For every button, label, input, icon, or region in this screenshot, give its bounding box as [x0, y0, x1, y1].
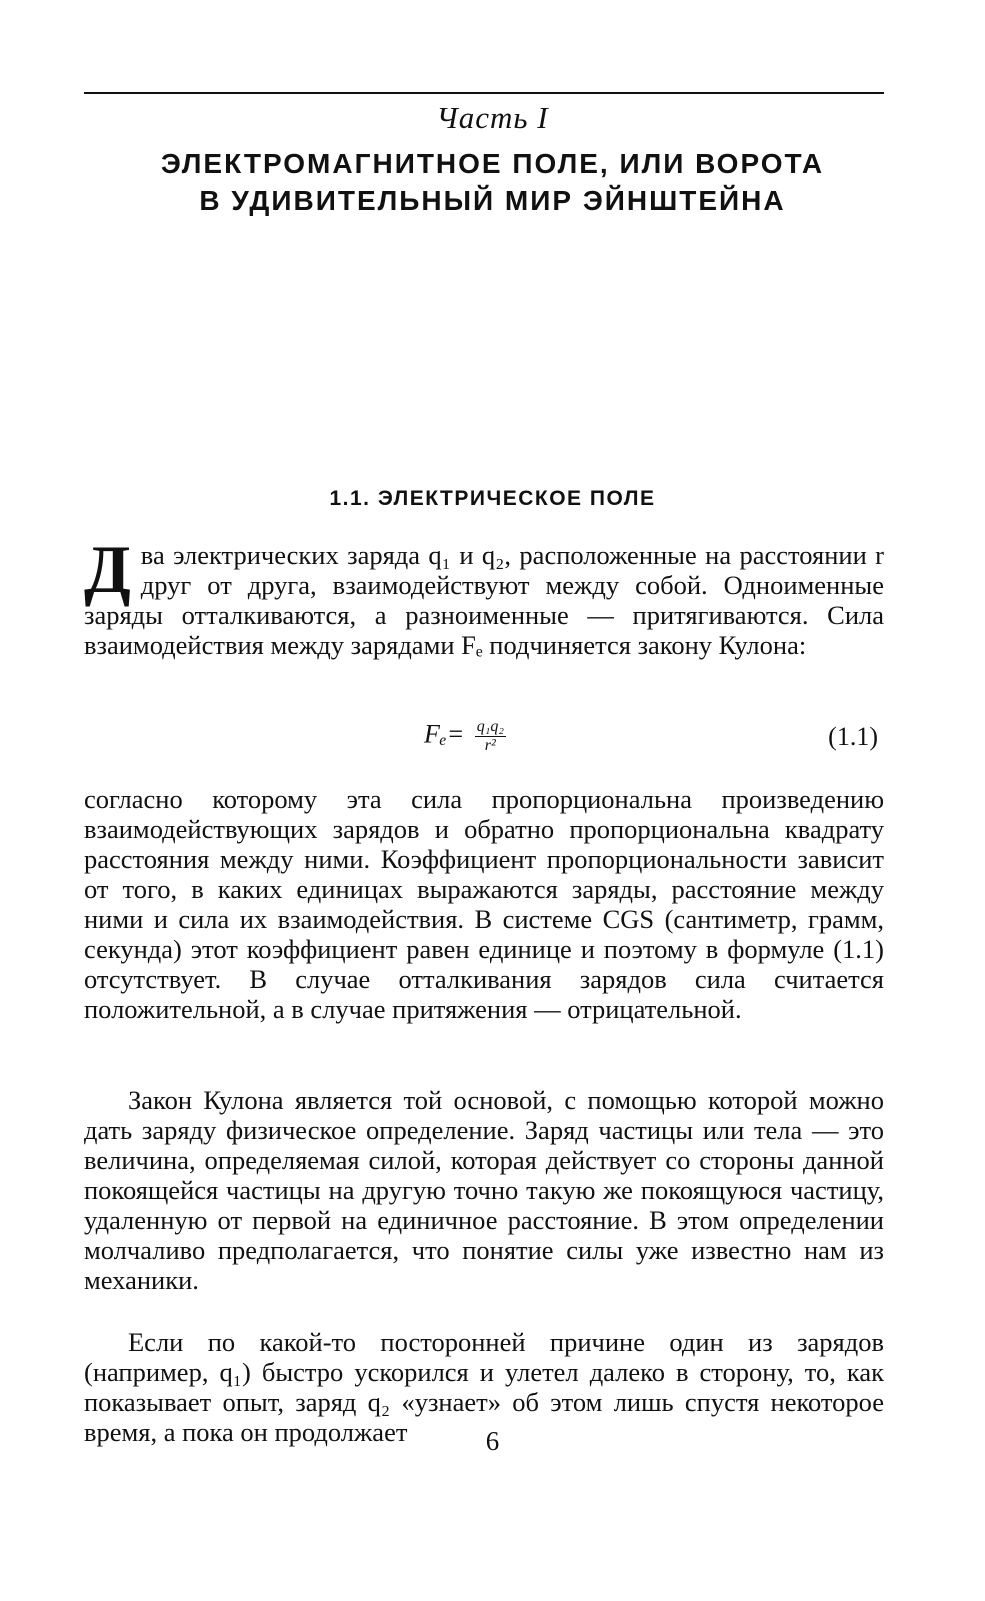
section-heading: 1.1. ЭЛЕКТРИЧЕСКОЕ ПОЛЕ [329, 487, 656, 510]
paragraph-2-text: согласно которому эта сила пропорциональна произведению взаимодействующих зарядов и обратно пропорциональна квадрату расстояния между ними. Коэффициент пропорциональности зависит от того, в каких единицах выражаются заряды, расстояние между ними и сила их взаимодействия. В системе CGS (сантиметр, грамм, секунда) этот коэффициент равен единице и поэтому в формуле (1.1) отсутствует. В случае отталкивания зарядов сила считается положительной, а в случае притяжения — отрицательной. [84, 784, 884, 1024]
formula-1-1 [84, 712, 884, 772]
chapter-title-line2: В УДИВИТЕЛЬНЫЙ МИР ЭЙНШТЕЙНА [199, 185, 786, 216]
paragraph-3 [84, 1085, 884, 1295]
drop-cap: Д [84, 531, 131, 607]
paragraph-1 [84, 531, 884, 660]
paragraph-1-text: ва электрических заряда q₁ и q₂, расположенные на расстоянии r друг от друга, взаимодействуют между собой. Одноименные заряды отталкиваются, а разноименные — притягиваются. Сила взаимодействия между зарядами Fₑ подчиняется законy Кулона: [84, 540, 884, 660]
formula-number: (1.1) [828, 722, 878, 751]
formula-denominator: r² [484, 737, 496, 754]
paragraph-4-text: Если по какой-то посторонней причине один из зарядов (например, q₁) быстро ускорился и улетел далеко в сторону, то, как показывает опыт, заряд q₂ «узнает» об этом лишь спустя некоторое время, а пока он продолжает [84, 1327, 884, 1447]
formula-lhs: Fₑ= [424, 719, 465, 749]
part-label: Часть I [436, 100, 549, 135]
page-number: 6 [485, 1426, 500, 1456]
formula-numerator: q₁q₂ [476, 718, 504, 735]
paragraph-3-text: Закон Кулона является той основой, с помощью которой можно дать заряду физическое определение. Заряд частицы или тела — это величина, определяемая силой, которая действует со стороны данной покоящейся частицы на другую точно такую же покоящуюся частицу, удаленную от первой на единичное расстояние. В этом определении молчаливо предполагается, что понятие силы уже известно нам из механики. [84, 1085, 884, 1295]
formula-fraction [475, 718, 506, 755]
chapter-title-line1: ЭЛЕКТРОМАГНИТНОЕ ПОЛЕ, ИЛИ ВОРОТА [160, 148, 825, 179]
paragraph-2 [84, 784, 884, 1024]
formula-expression [424, 718, 506, 755]
top-rule [84, 92, 884, 94]
